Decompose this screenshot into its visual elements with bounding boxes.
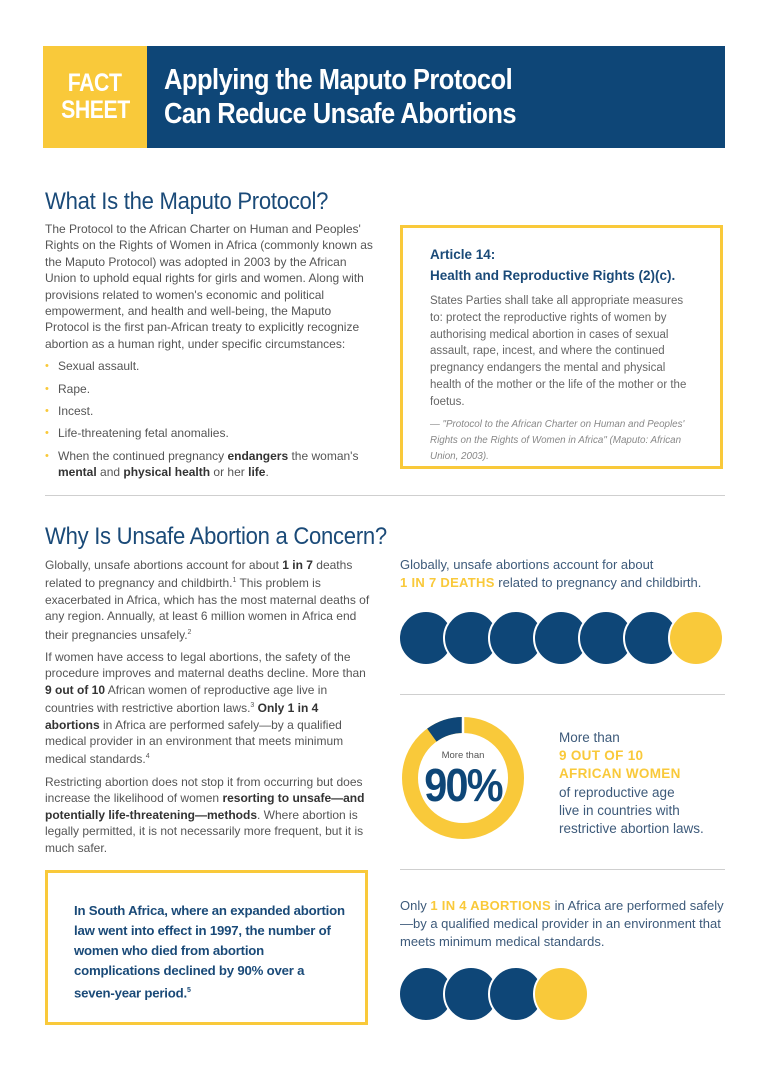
- footnote-ref: 5: [186, 987, 191, 994]
- emphasis: Only 1 in 4 abortions: [45, 701, 319, 732]
- text: This problem is exacerbated in Africa, which has the most maternal deaths of any region. Annually, at least 6 million women in Africa end their pregnancies unsafely.: [45, 576, 370, 642]
- text: related to pregnancy and childbirth.: [494, 575, 702, 590]
- text: in Africa are performed safely—by a qualified medical provider in an environment that meets minimum medical standards.: [45, 717, 344, 767]
- emphasis: resorting to unsafe—and potentially life-threatening—methods: [45, 791, 365, 822]
- caption-line-2: [400, 574, 730, 592]
- footnote-ref: 1: [232, 577, 237, 585]
- infographic-1-caption: [400, 556, 730, 592]
- paragraph-2: [45, 649, 375, 768]
- footnote-ref: 4: [145, 753, 150, 761]
- text: and: [96, 465, 124, 480]
- circle-icon-highlight: [668, 610, 724, 666]
- footnote-ref: 3: [250, 702, 255, 710]
- section-1-body: [45, 221, 375, 487]
- text: deaths related to pregnancy and childbirth.: [45, 558, 353, 591]
- text: restrictive abortion laws.: [559, 821, 704, 837]
- list-item: [45, 448, 375, 481]
- infographic-2-caption: [559, 729, 729, 838]
- page-title-line-2: Can Reduce Unsafe Abortions: [164, 98, 517, 130]
- text: live in countries with: [559, 802, 680, 818]
- emphasis: 9 out of 10: [45, 682, 106, 697]
- emphasis: endangers: [227, 448, 289, 463]
- emphasis: mental: [58, 465, 97, 480]
- highlight: 9 OUT OF 10: [559, 748, 644, 764]
- infographic-3-caption: [400, 897, 730, 951]
- list-item: • Incest.: [45, 403, 375, 419]
- emphasis: life: [248, 465, 266, 480]
- emphasis: 1 in 7: [282, 558, 313, 572]
- one-in-four-circles: [398, 966, 578, 1022]
- list-item: • Life-threatening fetal anomalies.: [45, 425, 375, 441]
- section-heading-maputo: What Is the Maputo Protocol?: [45, 188, 329, 215]
- text: in Africa are performed safely—by a qualified medical provider in an environment that meets minimum medical standards.: [400, 898, 724, 949]
- text: When the continued pregnancy: [58, 448, 228, 463]
- infographic-divider: [400, 694, 725, 695]
- badge-line-2: SHEET: [60, 96, 130, 124]
- article-body: States Parties shall take all appropriate measures to: protect the reproductive rights of women by authorising medical abortion in cases of sexual assault, rape, incest, and where the continued pregnancy endangers the mental and physical health of the mother or the life of the mother or the foetus.: [430, 295, 687, 408]
- footnote-ref: 2: [187, 628, 192, 636]
- highlight: 1 IN 4 ABORTIONS: [430, 898, 551, 913]
- section-divider: [45, 495, 725, 496]
- article-title-1: Article 14:: [430, 247, 496, 262]
- article-14-callout: [400, 225, 723, 469]
- one-in-seven-circles: [398, 610, 713, 666]
- circumstances-list: [45, 358, 375, 480]
- text: . Where abortion is legally permitted, it is not necessarily more frequent, but it is much safer.: [45, 807, 364, 855]
- page-title-line-1: Applying the Maputo Protocol: [164, 64, 513, 96]
- text: Only: [400, 898, 431, 913]
- text: .: [265, 465, 269, 480]
- emphasis: physical health: [123, 465, 211, 480]
- text: If women have access to legal abortions, the safety of the procedure improves and maternal deaths decline. More than: [45, 650, 366, 681]
- badge-line-1: FACT: [68, 69, 122, 97]
- text: Restricting abortion does not stop it from occurring but does increase the likelihood of women: [45, 774, 363, 806]
- south-africa-callout: [45, 870, 368, 1025]
- list-item: • Sexual assault.: [45, 358, 375, 374]
- text: African women of reproductive age live in countries with restrictive abortion laws.: [45, 682, 328, 716]
- highlight: AFRICAN WOMEN: [559, 766, 681, 782]
- page-title-banner: [147, 46, 725, 148]
- highlight: 1 IN 7 DEATHS: [400, 575, 495, 590]
- text: Globally, unsafe abortions account for about: [400, 557, 654, 572]
- section-heading-unsafe-abortion: Why Is Unsafe Abortion a Concern?: [45, 523, 387, 550]
- article-citation: — "Protocol to the African Charter on Human and Peoples' Rights on the Rights of Women in Africa" (Maputo: African Union, 2003).: [430, 418, 685, 462]
- list-item: • Rape.: [45, 381, 375, 397]
- infographic-divider: [400, 869, 725, 870]
- article-title-2: Health and Reproductive Rights (2)(c).: [430, 268, 676, 283]
- paragraph-3: [45, 774, 375, 856]
- text: or her: [210, 465, 249, 480]
- circle-icon-highlight: [533, 966, 589, 1022]
- section-2-heading-wrap: [45, 523, 417, 551]
- text: Globally, unsafe abortions account for about: [45, 558, 283, 572]
- intro-paragraph: The Protocol to the African Charter on Human and Peoples' Rights on the Rights of Women in Africa (commonly known as the Maputo Protocol) was adopted in 2003 by the African Union to uphold equal rights for girls and women. Along with provisions related to women's economic and political empowerment, and health and well-being, the Maputo Protocol is the first pan-African treaty to explicitly recognize abortion as a human right, under specific circumstances:: [45, 222, 373, 351]
- text: the woman's: [288, 448, 359, 463]
- paragraph-1: [45, 557, 375, 643]
- section-1-heading-wrap: [45, 188, 353, 216]
- callout-text: [74, 901, 345, 1003]
- donut-label-small: More than: [441, 750, 485, 761]
- text: In South Africa, where an expanded abortion law went into effect in 1997, the number of women who died from abortion complications declined by 90% over a seven-year period.: [74, 903, 345, 1001]
- donut-label-big: 90%: [424, 759, 502, 811]
- fact-sheet-badge: [43, 46, 147, 148]
- text: More than: [559, 730, 620, 745]
- section-2-body: [45, 557, 375, 862]
- text: of reproductive age: [559, 784, 675, 800]
